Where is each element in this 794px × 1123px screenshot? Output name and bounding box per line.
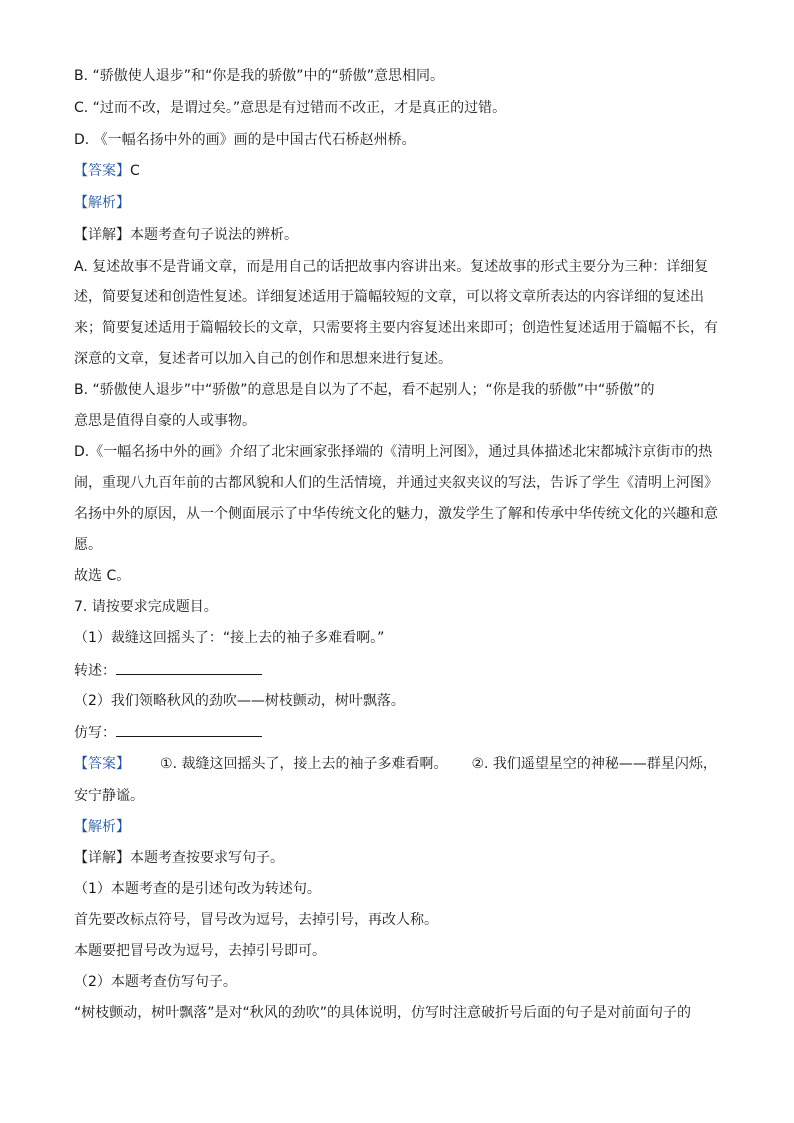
detail-7-part-2: （2）本题考查仿写句子。 — [74, 974, 237, 990]
option-c: C. “过而不改，是谓过矣。”意思是有过错而不改正，才是真正的过错。 — [74, 100, 507, 116]
detail-7-step-1: 首先要改标点符号，冒号改为逗号，去掉引号，再改人称。 — [74, 912, 438, 928]
explanation-d-2: 闹，重现八九百年前的古都风貌和人们的生活情境，并通过夹叙夹议的写法，告诉了学生《清明上河图》 — [74, 475, 718, 491]
rewrite-label: 转述： — [74, 663, 116, 679]
detail-7-part-1: （1）本题考查的是引述句改为转述句。 — [74, 881, 321, 897]
answer-number-2: ② — [471, 756, 485, 772]
option-d: D. 《一幅名扬中外的画》画的是中国古代石桥赵州桥。 — [74, 132, 416, 148]
explanation-d-3: 名扬中外的原因，从一个侧面展示了中华传统文化的魅力，激发学生了解和传承中华传统文化的兴趣和意 — [74, 506, 718, 522]
answer-number-1: ① — [160, 756, 173, 772]
option-b: B. “骄傲使人退步”和“你是我的骄傲”中的“骄傲”意思相同。 — [74, 68, 445, 84]
answer-text-1: . 裁缝这回摇头了，接上去的袖子多难看啊。 — [172, 756, 448, 772]
explanation-a-3: 来；简要复述适用于篇幅较长的文章，只需要将主要内容复述出来即可；创造性复述适用于篇幅不长，有 — [74, 320, 718, 336]
analysis-tag-7: 【解析】 — [74, 819, 130, 835]
imitate-line — [74, 722, 734, 743]
answer-tag: 【答案】 — [74, 163, 130, 179]
explanation-b-2: 意思是值得自豪的人或事物。 — [74, 413, 256, 429]
answer-line-7 — [74, 754, 734, 774]
detail-heading-6: 【详解】本题考查句子说法的辨析。 — [74, 227, 298, 243]
explanation-b-1: B. “骄傲使人退步”中“骄傲”的意思是自以为了不起，看不起别人；“你是我的骄傲”中“骄傲”的 — [74, 382, 655, 398]
question-7-part-2: （2）我们领略秋风的劲吹——树枝颤动，树叶飘落。 — [74, 693, 405, 709]
detail-7-explanation: “树枝颤动，树叶飘落”是对“秋风的劲吹”的具体说明，仿写时注意破折号后面的句子是对前面句子的 — [74, 1005, 692, 1021]
detail-heading-7: 【详解】本题考查按要求写句子。 — [74, 850, 284, 866]
explanation-a-1: A. 复述故事不是背诵文章，而是用自己的话把故事内容讲出来。复述故事的形式主要分为三种：详细复 — [74, 259, 709, 275]
rewrite-blank — [116, 660, 262, 675]
rewrite-line — [74, 660, 734, 681]
question-7-part-1: （1）裁缝这回摇头了：“接上去的袖子多难看啊。” — [74, 630, 385, 646]
analysis-tag-6 — [74, 193, 734, 213]
question-7-title: 7. 请按要求完成题目。 — [74, 599, 218, 615]
detail-7-step-2: 本题要把冒号改为逗号，去掉引号即可。 — [74, 943, 326, 959]
analysis-tag-7-line — [74, 817, 734, 837]
answer-line-7-cont: 安宁静谧。 — [74, 788, 144, 804]
imitate-blank — [116, 722, 262, 737]
analysis-tag: 【解析】 — [74, 195, 130, 211]
answer-text-2: . 我们遥望星空的神秘——群星闪烁， — [484, 756, 717, 772]
explanation-d-1: D.《一幅名扬中外的画》介绍了北宋画家张择端的《清明上河图》，通过具体描述北宋都城汴京街市的热 — [74, 444, 713, 460]
explanation-a-2: 述，简要复述和创造性复述。详细复述适用于篇幅较短的文章，可以将文章所表达的内容详细的复述出 — [74, 289, 704, 305]
explanation-a-4: 深意的文章，复述者可以加入自己的创作和思想来进行复述。 — [74, 351, 452, 367]
conclusion-6: 故选 C。 — [74, 568, 131, 584]
answer-line-6 — [74, 161, 734, 181]
imitate-label: 仿写： — [74, 725, 116, 741]
answer-value: C — [130, 163, 140, 179]
explanation-d-4: 愿。 — [74, 537, 102, 553]
answer-tag-7: 【答案】 — [74, 756, 130, 772]
